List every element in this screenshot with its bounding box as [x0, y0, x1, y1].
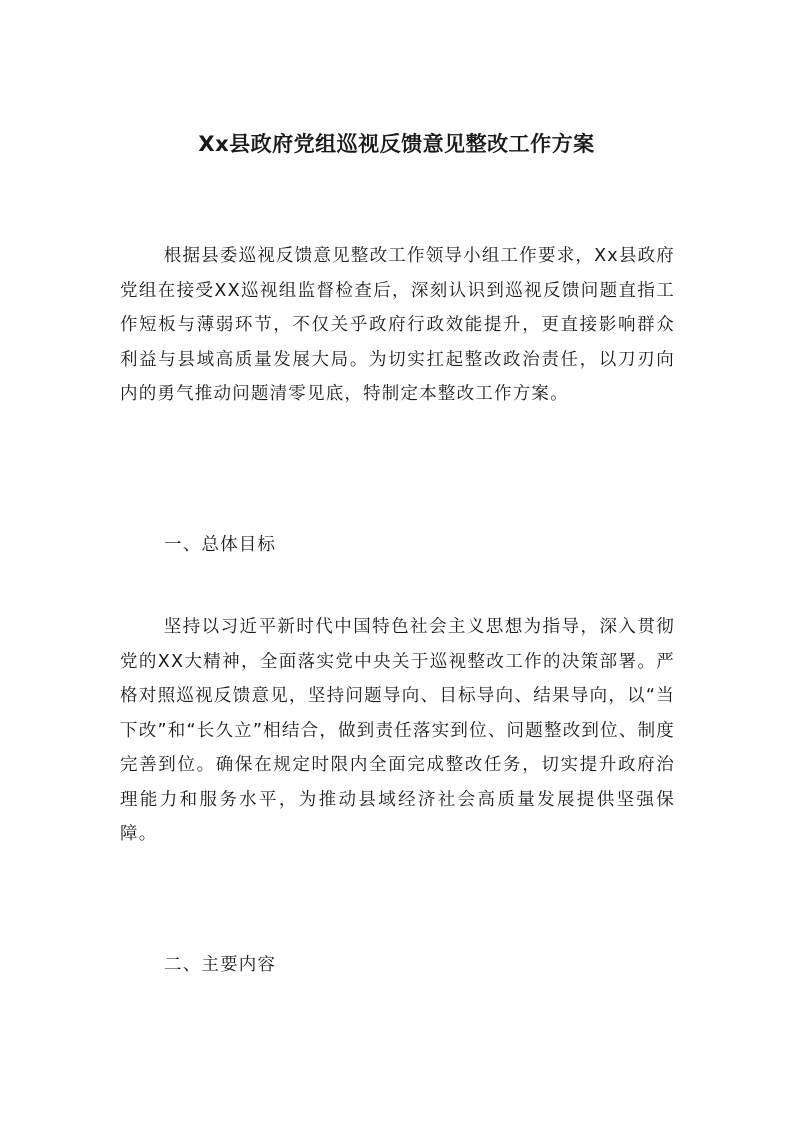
- overall-goal-paragraph: 坚持以习近平新时代中国特色社会主义思想为指导，深入贯彻党的XX大精神，全面落实党中央关于巡视整改工作的决策部署。严格对照巡视反馈意见，坚持问题导向、目标导向、结果导向，以“当下改”和“长久立”相结合，做到责任落实到位、问题整改到位、制度完善到位。确保在规定时限内全面完成整改任务，切实提升政府治理能力和服务水平，为推动县域经济社会高质量发展提供坚强保障。: [120, 617, 675, 844]
- document-title: Xx县政府党组巡视反馈意见整改工作方案: [198, 132, 595, 156]
- intro-paragraph: 根据县委巡视反馈意见整改工作领导小组工作要求，Xx县政府党组在接受XX巡视组监督检查后，深刻认识到巡视反馈问题直指工作短板与薄弱环节，不仅关乎政府行政效能提升，更直接影响群众利益与县域高质量发展大局。为切实扛起整改政治责任，以刀刃向内的勇气推动问题清零见底，特制定本整改工作方案。: [120, 246, 675, 404]
- section-heading-overall-goal: 一、总体目标: [164, 535, 277, 555]
- section-heading-main-content: 二、主要内容: [164, 955, 277, 975]
